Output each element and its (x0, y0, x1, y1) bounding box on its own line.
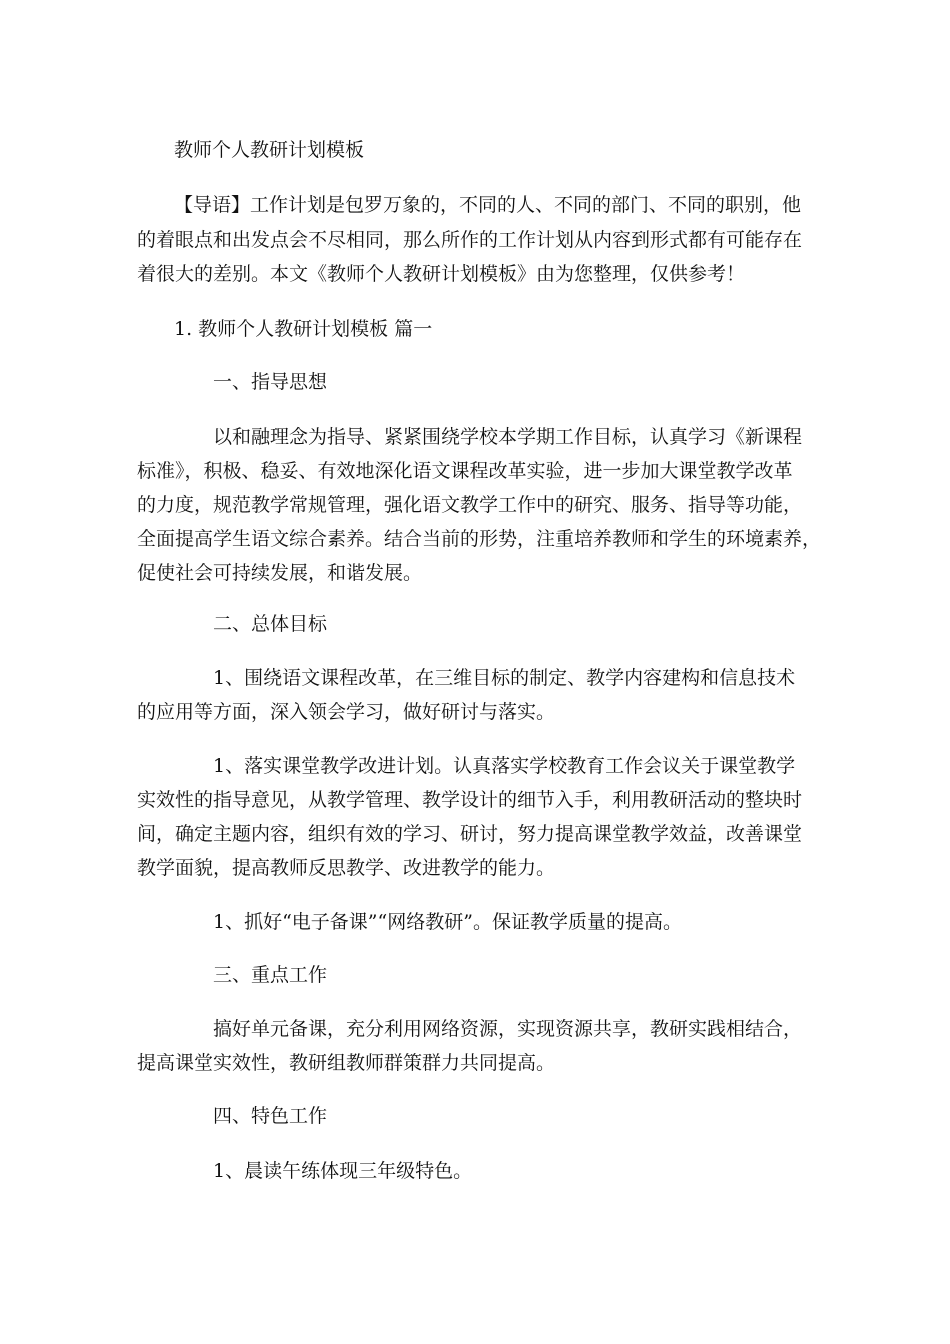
section-title: 1. 教师个人教研计划模板 篇一 (174, 318, 433, 340)
heading-key-work: 三、重点工作 (213, 964, 328, 986)
heading-feature-work: 四、特色工作 (213, 1105, 328, 1127)
intro-line-2: 的着眼点和出发点会不尽相同，那么所作的工作计划从内容到形式都有可能存在 (137, 229, 803, 251)
paragraph-line: 全面提高学生语文综合素养。结合当前的形势，注重培养教师和学生的环境素养， (137, 528, 822, 550)
paragraph-line: 实效性的指导意见，从教学管理、教学设计的细节入手，利用教研活动的整块时 (137, 789, 803, 811)
paragraph-line: 提高课堂实效性，教研组教师群策群力共同提高。 (137, 1052, 556, 1074)
document-title: 教师个人教研计划模板 (174, 139, 365, 161)
paragraph-line: 1、围绕语文课程改革，在三维目标的制定、教学内容建构和信息技术 (213, 667, 796, 689)
heading-overall-goals: 二、总体目标 (213, 613, 328, 635)
paragraph-line: 搞好单元备课，充分利用网络资源，实现资源共享，教研实践相结合， (213, 1018, 803, 1040)
paragraph-line: 1、晨读午练体现三年级特色。 (213, 1160, 473, 1182)
paragraph-line: 以和融理念为指导、紧紧围绕学校本学期工作目标，认真学习《新课程 (213, 426, 803, 448)
paragraph-line: 标准》，积极、稳妥、有效地深化语文课程改革实验，进一步加大课堂教学改革 (137, 460, 793, 482)
intro-line-1: 【导语】工作计划是包罗万象的，不同的人、不同的部门、不同的职别，他 (174, 194, 802, 216)
paragraph-line: 教学面貌，提高教师反思教学、改进教学的能力。 (137, 857, 556, 879)
paragraph-line: 1、落实课堂教学改进计划。认真落实学校教育工作会议关于课堂教学 (213, 755, 796, 777)
heading-guiding-ideology: 一、指导思想 (213, 371, 328, 393)
paragraph-line: 的应用等方面，深入领会学习，做好研讨与落实。 (137, 701, 556, 723)
paragraph-line: 间，确定主题内容，组织有效的学习、研讨，努力提高课堂教学效益，改善课堂 (137, 823, 803, 845)
paragraph-line: 的力度，规范教学常规管理，强化语文教学工作中的研究、服务、指导等功能， (137, 494, 803, 516)
paragraph-line: 1、抓好“电子备课”“网络教研”。保证教学质量的提高。 (213, 911, 682, 933)
paragraph-line: 促使社会可持续发展，和谐发展。 (137, 562, 423, 584)
intro-line-3: 着很大的差别。本文《教师个人教研计划模板》由为您整理，仅供参考！ (137, 263, 746, 285)
